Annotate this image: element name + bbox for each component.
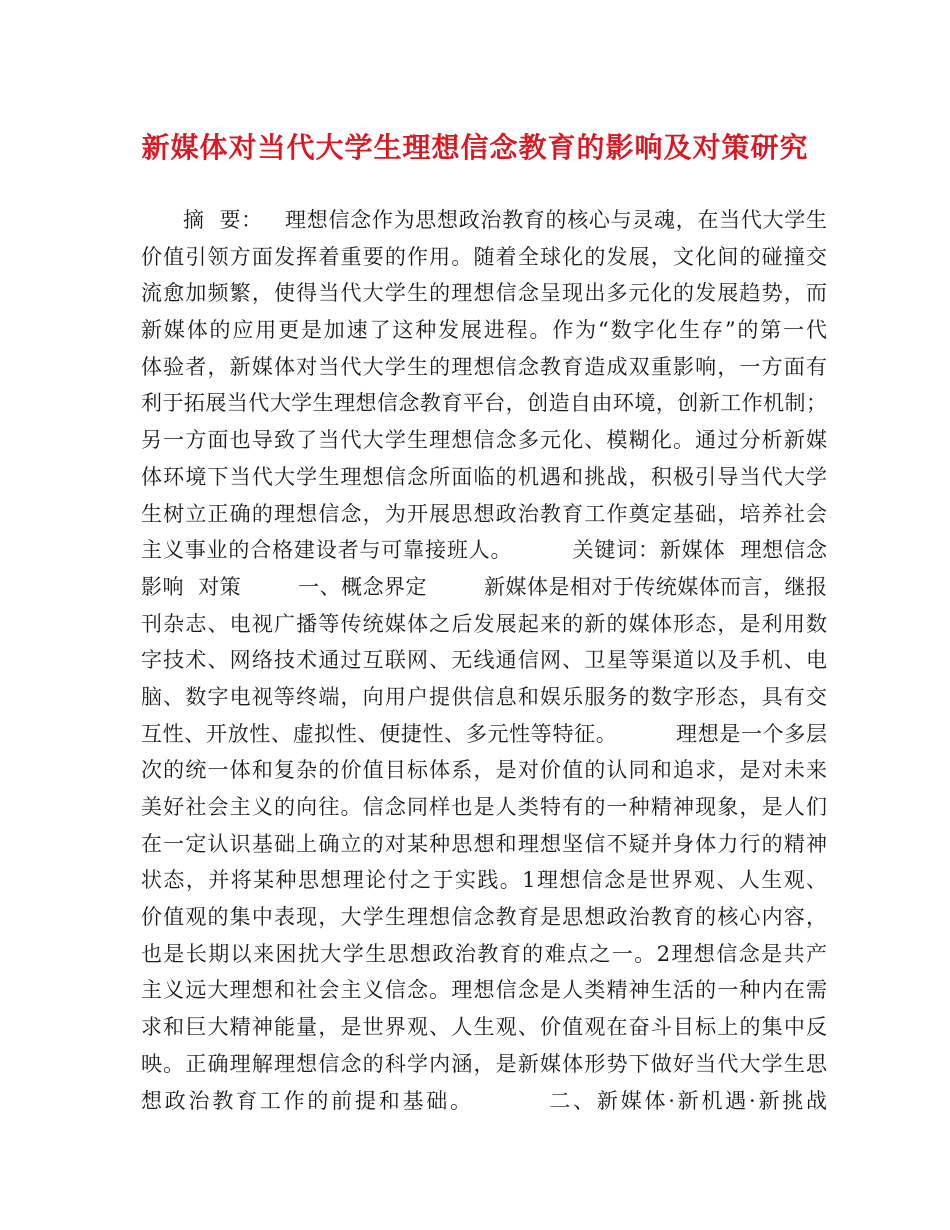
paragraph-line: 状态，并将某种思想理论付之于实践。1理想信念是世界观、人生观、 [141, 868, 827, 893]
paragraph-line: 生树立正确的理想信念，为开展思想政治教育工作奠定基础，培养社会 [141, 501, 827, 526]
paragraph-line: 价值观的集中表现，大学生理想信念教育是思想政治教育的核心内容， [141, 905, 827, 930]
paragraph-line: 脑、数字电视等终端，向用户提供信息和娱乐服务的数字形态，具有交 [141, 684, 827, 709]
paragraph-line: 美好社会主义的向往。信念同样也是人类特有的一种精神现象，是人们 [141, 795, 827, 819]
document-body [141, 202, 827, 1119]
document-title: 新媒体对当代大学生理想信念教育的影响及对策研究 [141, 131, 809, 164]
paragraph-line: 刊杂志、电视广播等传统媒体之后发展起来的新的媒体形态，是利用数 [141, 611, 827, 636]
paragraph-line: 次的统一体和复杂的价值目标体系，是对价值的认同和追求，是对未来 [141, 758, 827, 783]
paragraph-line: 主义事业的合格建设者与可靠接班人。 关键词：新媒体 理想信念 [141, 538, 827, 563]
paragraph-line: 映。正确理解理想信念的科学内涵，是新媒体形势下做好当代大学生思 [141, 1051, 827, 1076]
paragraph-line: 字技术、网络技术通过互联网、无线通信网、卫星等渠道以及手机、电 [141, 648, 827, 673]
paragraph-line: 利于拓展当代大学生理想信念教育平台，创造自由环境，创新工作机制； [141, 391, 827, 416]
paragraph-line: 想政治教育工作的前提和基础。 二、新媒体·新机遇·新挑战 [141, 1088, 827, 1113]
paragraph-line: 影响 对策 一、概念界定 新媒体是相对于传统媒体而言，继报 [141, 574, 827, 599]
paragraph-line: 求和巨大精神能量，是世界观、人生观、价值观在奋斗目标上的集中反 [141, 1015, 827, 1040]
paragraph-line: 摘 要： 理想信念作为思想政治教育的核心与灵魂，在当代大学生 [183, 208, 827, 232]
paragraph-line: 体环境下当代大学生理想信念所面临的机遇和挑战，积极引导当代大学 [141, 464, 827, 489]
paragraph-line: 价值引领方面发挥着重要的作用。随着全球化的发展，文化间的碰撞交 [141, 244, 827, 269]
paragraph-line: 也是长期以来困扰大学生思想政治教育的难点之一。2理想信念是共产 [141, 941, 827, 966]
paragraph-line: 另一方面也导致了当代大学生理想信念多元化、模糊化。通过分析新媒 [141, 428, 827, 453]
paragraph-line: 主义远大理想和社会主义信念。理想信念是人类精神生活的一种内在需 [141, 978, 827, 1003]
paragraph-line: 新媒体的应用更是加速了这种发展进程。作为“数字化生存”的第一代 [141, 318, 827, 343]
paragraph-line: 体验者，新媒体对当代大学生的理想信念教育造成双重影响，一方面有 [141, 354, 827, 379]
paragraph-line: 在一定认识基础上确立的对某种思想和理想坚信不疑并身体力行的精神 [141, 831, 827, 856]
paragraph-line: 流愈加频繁，使得当代大学生的理想信念呈现出多元化的发展趋势，而 [141, 281, 827, 306]
paragraph-line: 互性、开放性、虚拟性、便捷性、多元性等特征。 理想是一个多层 [141, 721, 827, 746]
